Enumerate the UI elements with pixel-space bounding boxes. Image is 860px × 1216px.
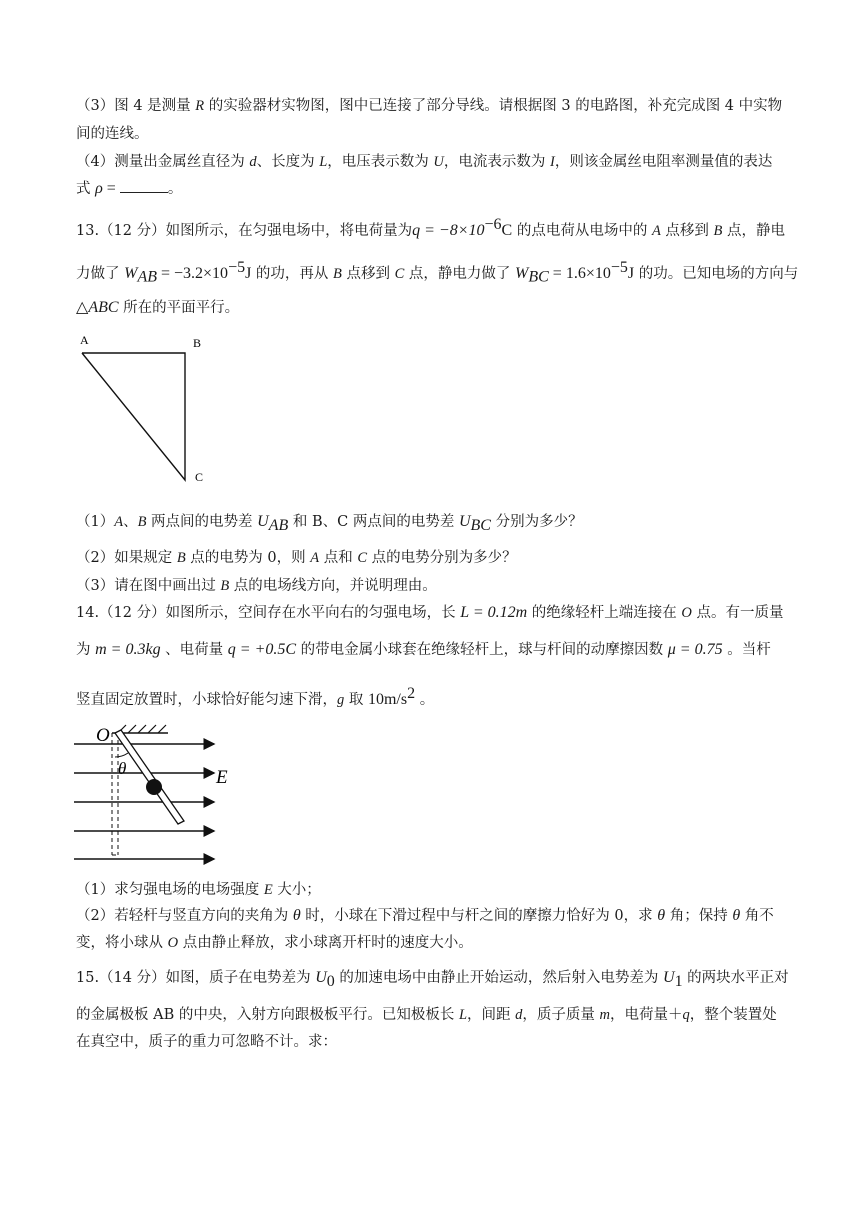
text: 时，小球在下滑过程中与杆之间的摩擦力恰好为 0，求 [300, 908, 658, 924]
var-O: O [681, 605, 692, 621]
text: （1） [76, 514, 115, 530]
text: 的两块水平正对 [682, 970, 789, 986]
q13-sub2 [76, 548, 517, 568]
exponent: −5 [228, 259, 246, 276]
var-g: g [337, 691, 345, 708]
field-lines [74, 744, 214, 859]
text: 、长度为 [256, 154, 320, 170]
work-value: = −3.2×10 [156, 264, 229, 282]
q15-line3 [76, 1032, 337, 1052]
unit: J [627, 264, 635, 282]
text: 点移到 [341, 265, 395, 282]
text: 、电荷量 [160, 642, 228, 658]
text: ，间距 [467, 1007, 516, 1023]
q12-part3-line2 [76, 124, 149, 144]
text: 。当杆 [722, 642, 771, 658]
exponent: −6 [484, 216, 502, 233]
q13-sub3 [76, 576, 437, 596]
text: 点，静电力做了 [404, 265, 516, 282]
text: 所在的平面平行。 [118, 300, 240, 316]
var-rho: ρ [95, 180, 103, 197]
triangle-symbol: △ [76, 299, 89, 316]
q13-line2 [76, 258, 798, 288]
q12-part4-line1 [76, 152, 772, 172]
q13-line3 [76, 298, 239, 318]
q15-line1 [76, 968, 789, 992]
text: （2）若轻杆与竖直方向的夹角为 [76, 908, 293, 924]
text: 变，将小球从 [76, 935, 168, 951]
text: 分别为多少？ [490, 514, 583, 530]
angle-arc [115, 753, 128, 757]
ceiling-hatch [118, 725, 166, 733]
text: 的带电金属小球套在绝缘轻杆上，球与杆间的动摩擦因数 [296, 642, 668, 658]
text: （3）图 4 是测量 [76, 98, 196, 114]
charge-expr: q = −8×10 [412, 221, 485, 239]
var-O: O [167, 935, 179, 951]
var-W: W [515, 264, 529, 282]
text: 间的连线。 [76, 126, 149, 142]
var-d: d [515, 1007, 523, 1023]
q14-line1 [76, 603, 784, 623]
var-B: B [333, 265, 342, 282]
text: （3）请在图中画出过 [76, 578, 221, 594]
var-L: L [458, 1007, 468, 1023]
var-U: U [458, 513, 471, 530]
var-B: B [176, 550, 186, 566]
text: 点。有一质量 [691, 605, 784, 621]
vertex-label-b: B [193, 336, 202, 350]
text: ，电荷量＋ [609, 1007, 683, 1023]
q14-line2 [76, 640, 771, 660]
charge-expr: q = +0.5C [227, 641, 297, 658]
triangle-figure [74, 330, 214, 490]
exponent: −5 [610, 259, 628, 276]
text: 的加速电场中由静止开始运动，然后射入电势差为 [334, 970, 664, 986]
rod-field-figure [70, 720, 250, 870]
text: ，电流表示数为 [443, 154, 550, 170]
question-heading: 13.（12 分）如图所示，在匀强电场中，将电荷量为 [76, 222, 413, 239]
q14-sub2-line2 [76, 933, 473, 953]
var-d: d [249, 154, 257, 170]
var-R: R [195, 98, 205, 114]
var-C: C [394, 265, 405, 282]
text: 。 [167, 181, 183, 197]
field-label-e: E [216, 767, 228, 788]
var-theta: θ [732, 907, 741, 924]
text: 点的电势为 0，则 [185, 550, 311, 566]
var-L: L [319, 154, 328, 170]
q15-line2 [76, 1005, 777, 1025]
text: 竖直固定放置时，小球恰好能匀速下滑， [76, 691, 337, 708]
var-A: A [651, 222, 661, 239]
text: 角不 [740, 908, 774, 924]
text: （2）如果规定 [76, 550, 177, 566]
text: ，电压表示数为 [327, 154, 434, 170]
answer-blank[interactable] [120, 178, 168, 193]
var-q: q [682, 1007, 690, 1023]
var-A: A [114, 514, 124, 530]
subscript: AB [268, 516, 289, 534]
q13-line1 [76, 215, 785, 241]
var-I: I [549, 154, 555, 170]
subscript: BC [528, 268, 549, 286]
var-theta: θ [657, 907, 666, 924]
text: 两点间的电势差 [146, 514, 258, 530]
gravity-value: 10m/s [367, 690, 408, 708]
var-C: C [357, 550, 368, 566]
text: 和 B、C 两点间的电势差 [288, 514, 459, 530]
var-U: U [433, 154, 444, 170]
text: 的点电荷从电场中的 [512, 222, 652, 239]
text: 的功，再从 [251, 265, 334, 282]
q12-part4-line2 [76, 178, 182, 199]
text: ，则该金属丝电阻率测量值的表达 [554, 154, 773, 170]
var-B: B [137, 514, 147, 530]
text: 的绝缘轻杆上端连接在 [527, 605, 682, 621]
text: 式 [76, 181, 96, 197]
question-heading: 15.（14 分）如图，质子在电势差为 [76, 970, 316, 986]
subscript: 1 [674, 972, 683, 990]
text: （4）测量出金属丝直径为 [76, 154, 250, 170]
angle-label-theta: θ [118, 759, 127, 778]
vertical-reference [112, 733, 118, 855]
var-W: W [124, 264, 138, 282]
var-U: U [257, 513, 269, 530]
text: 点的电势分别为多少？ [367, 550, 517, 566]
q14-sub2-line1 [76, 906, 774, 926]
q14-line3 [76, 684, 434, 710]
text: 的金属极板 AB 的中央，入射方向跟极板平行。已知极板长 [76, 1007, 459, 1023]
text: 为 [76, 642, 96, 658]
text: 大小； [272, 882, 321, 898]
text: 点由静止释放，求小球离开杆时的速度大小。 [178, 935, 473, 951]
text: 点和 [319, 550, 358, 566]
subscript: BC [470, 516, 491, 534]
charged-ball [146, 779, 162, 795]
vertex-label-c: C [195, 470, 204, 484]
var-A: A [310, 550, 320, 566]
var-U: U [663, 969, 675, 986]
text: ，质子质量 [522, 1007, 600, 1023]
mass-expr: m = 0.3kg [95, 641, 161, 658]
q14-sub1 [76, 880, 321, 900]
var-B: B [220, 578, 230, 594]
subscript: AB [137, 268, 157, 286]
text: 力做了 [76, 265, 125, 282]
unit: J [245, 264, 252, 282]
point-label-o: O [96, 725, 110, 746]
text: 点移到 [660, 222, 714, 239]
equals: = [102, 180, 120, 197]
friction-expr: μ = 0.75 [667, 641, 723, 658]
question-heading: 14.（12 分）如图所示，空间存在水平向右的匀强电场，长 [76, 605, 461, 621]
text: 点的电场线方向，并说明理由。 [229, 578, 437, 594]
q13-sub1 [76, 512, 583, 536]
q12-part3-line1 [76, 96, 782, 116]
var-U: U [315, 969, 327, 986]
var-B: B [713, 222, 723, 239]
text: 角；保持 [665, 908, 733, 924]
text: ，整个装置处 [689, 1007, 777, 1023]
length-expr: L = 0.12m [460, 604, 528, 621]
var-m: m [599, 1007, 610, 1023]
unit: C [501, 221, 513, 239]
vertex-label-a: A [80, 333, 89, 347]
text: 的功。已知电场的方向与 [634, 265, 799, 282]
triangle-abc [82, 353, 185, 480]
text: 点，静电 [722, 222, 785, 239]
work-value: = 1.6×10 [548, 264, 611, 282]
text: 取 [344, 691, 368, 708]
text: 。 [415, 691, 435, 708]
var-E: E [263, 882, 273, 898]
text: 、 [123, 514, 138, 530]
subscript: 0 [326, 972, 335, 990]
var-theta: θ [292, 907, 301, 924]
text: 在真空中，质子的重力可忽略不计。求： [76, 1034, 337, 1050]
text: 的实验器材实物图，图中已连接了部分导线。请根据图 3 的电路图，补充完成图 4 中实物 [204, 98, 783, 114]
text: （1）求匀强电场的电场强度 [76, 882, 264, 898]
var-ABC: ABC [88, 299, 119, 316]
exponent: 2 [407, 685, 416, 702]
